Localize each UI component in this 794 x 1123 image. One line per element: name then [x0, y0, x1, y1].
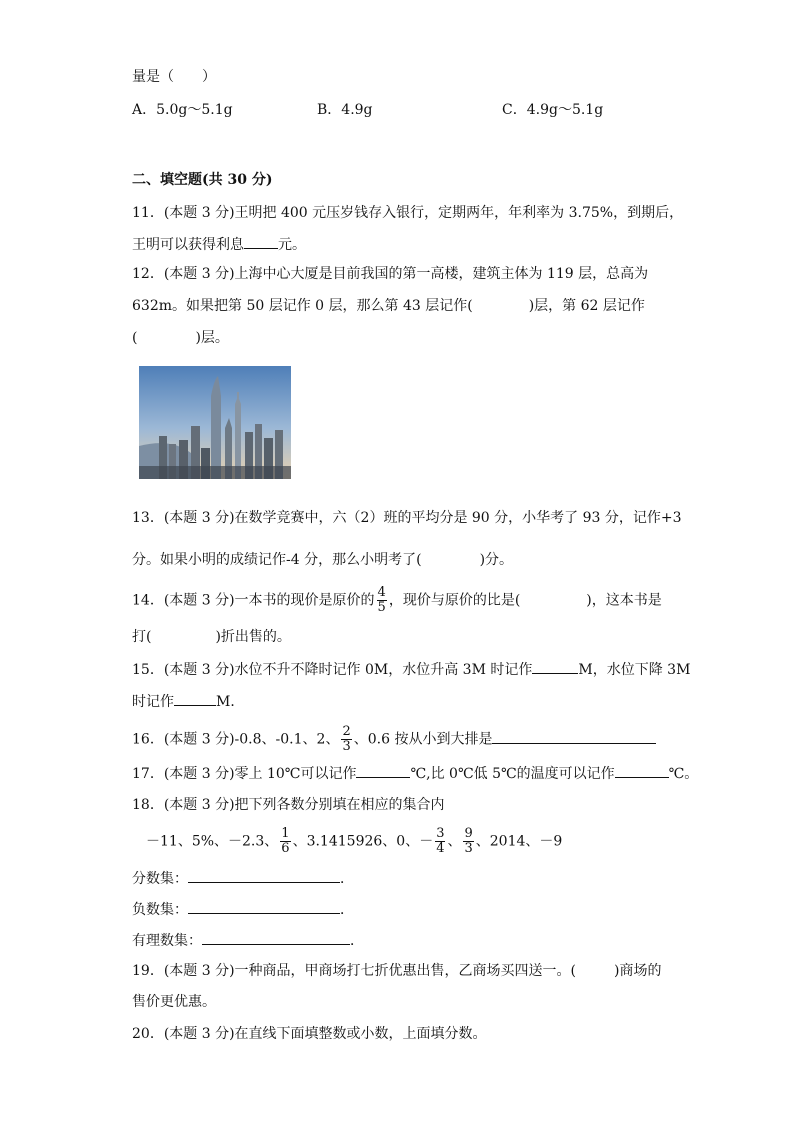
q19-line2: 售价更优惠。 — [132, 994, 216, 1010]
q15-text-a: 15．(本题 3 分)水位不升不降时记作 0M，水位升高 3M 时记作 — [132, 662, 533, 678]
q10-option-c: C．4.9g～5.1g — [502, 102, 604, 118]
q14-text-b: ，现价与原价的比是( — [388, 592, 521, 609]
q10-option-b: B．4.9g — [317, 102, 373, 118]
q13-text-b: )分。 — [479, 552, 514, 568]
answer-blank — [492, 729, 656, 744]
fraction — [377, 586, 387, 615]
set-dot: ． — [350, 933, 364, 949]
q12-line1: 12．(本题 3 分)上海中心大厦是目前我国的第一高楼，建筑主体为 119 层，总高为 — [132, 266, 649, 282]
q18-line1: 18．(本题 3 分)把下列各数分别填在相应的集合内 — [132, 797, 445, 813]
skyline-image — [139, 366, 291, 479]
q14-line1 — [132, 586, 662, 615]
q18-numbers-a: －11、5%、－2.3、 — [146, 833, 279, 850]
q17-text-a: 17．(本题 3 分)零上 10℃可以记作 — [132, 766, 357, 782]
q11-text-a: 王明可以获得利息 — [132, 237, 244, 253]
q19-text-b: )商场的 — [614, 963, 662, 979]
fraction — [341, 725, 351, 754]
shanghai-skyline-photo — [139, 366, 291, 479]
set-label: 负数集： — [132, 902, 188, 918]
q12-text-d: )层。 — [195, 330, 229, 346]
q17-text-c: ℃。 — [668, 766, 699, 782]
q12-text-a: 632m。如果把第 50 层记作 0 层，那么第 43 层记作( — [132, 298, 473, 314]
q15-line2 — [132, 691, 244, 712]
q15-text-b: M，水位下降 3M — [578, 662, 691, 678]
q16-text-b: 、0.6 按从小到大排是 — [353, 731, 493, 748]
q18-set-rational — [132, 930, 364, 951]
section-title: 二、填空题(共 30 分) — [132, 172, 273, 188]
q11-line2 — [132, 234, 306, 255]
q14-line2 — [132, 627, 291, 647]
q13-line2 — [132, 550, 513, 570]
fraction-numerator: 4 — [377, 585, 386, 600]
fraction-denominator: 4 — [436, 841, 445, 856]
fraction — [435, 827, 445, 856]
answer-blank — [532, 659, 578, 674]
q11-line1: 11．(本题 3 分)王明把 400 元压岁钱存入银行，定期两年，年利率为 3.75%，到期后， — [132, 205, 684, 221]
fraction — [463, 827, 473, 856]
q13-line1: 13．(本题 3 分)在数学竞赛中，六（2）班的平均分是 90 分，小华考了 93 分，记作+3 — [132, 510, 682, 526]
fraction-numerator: 3 — [436, 826, 445, 841]
fraction-numerator: 2 — [342, 724, 351, 739]
fraction — [280, 827, 290, 856]
q17-text-b: ℃,比 0℃低 5℃的温度可以记作 — [410, 766, 615, 782]
set-label: 分数集： — [132, 871, 188, 887]
set-dot: ． — [340, 871, 354, 887]
fraction-denominator: 3 — [342, 739, 351, 754]
set-dot: ． — [340, 902, 354, 918]
q14-text-e: )折出售的。 — [215, 629, 291, 645]
q19-line1 — [132, 961, 661, 981]
answer-blank — [202, 930, 350, 945]
q15-text-c: 时记作 — [132, 694, 174, 710]
q18-set-fraction — [132, 868, 354, 889]
q18-numbers-b: 、3.1415926、0、－ — [292, 833, 434, 850]
q11-text-b: 元。 — [278, 237, 306, 253]
q18-set-negative — [132, 899, 354, 920]
q15-text-d: M． — [216, 694, 245, 710]
q19-text-a: 19．(本题 3 分)一种商品，甲商场打七折优惠出售，乙商场买四送一。( — [132, 963, 577, 979]
q18-numbers-c: 、 — [447, 833, 462, 850]
fraction-numerator: 9 — [464, 826, 473, 841]
q13-text-a: 分。如果小明的成绩记作-4 分，那么小明考了( — [132, 552, 422, 568]
q18-numbers — [146, 827, 562, 856]
fraction-denominator: 3 — [464, 841, 473, 856]
q16-text-a: 16．(本题 3 分)-0.8、-0.1、2、 — [132, 731, 340, 748]
q10-option-a: A．5.0g～5.1g — [132, 102, 233, 118]
q12-text-c: ( — [132, 330, 138, 346]
q12-line2 — [132, 296, 645, 316]
q14-text-d: 打( — [132, 629, 152, 645]
q15-line1 — [132, 659, 690, 680]
answer-blank — [174, 691, 216, 706]
q20-line1: 20．(本题 3 分)在直线下面填整数或小数，上面填分数。 — [132, 1026, 487, 1042]
answer-blank — [188, 868, 340, 883]
q12-line3 — [132, 328, 229, 348]
q14-text-a: 14．(本题 3 分)一本书的现价是原价的 — [132, 592, 375, 609]
fraction-denominator: 6 — [281, 841, 290, 856]
answer-blank — [188, 899, 340, 914]
set-label: 有理数集： — [132, 933, 202, 949]
answer-blank — [356, 763, 410, 778]
q17-line1 — [132, 763, 698, 784]
fraction-denominator: 5 — [377, 600, 386, 615]
answer-blank — [615, 763, 669, 778]
q14-text-c: )，这本书是 — [586, 592, 662, 609]
answer-blank — [244, 234, 278, 249]
q18-numbers-d: 、2014、－9 — [475, 833, 563, 850]
q12-text-b: )层，第 62 层记作 — [528, 298, 645, 314]
q16-line1 — [132, 725, 656, 754]
q10-tail: 量是（ ） — [132, 69, 216, 85]
fraction-numerator: 1 — [281, 826, 290, 841]
